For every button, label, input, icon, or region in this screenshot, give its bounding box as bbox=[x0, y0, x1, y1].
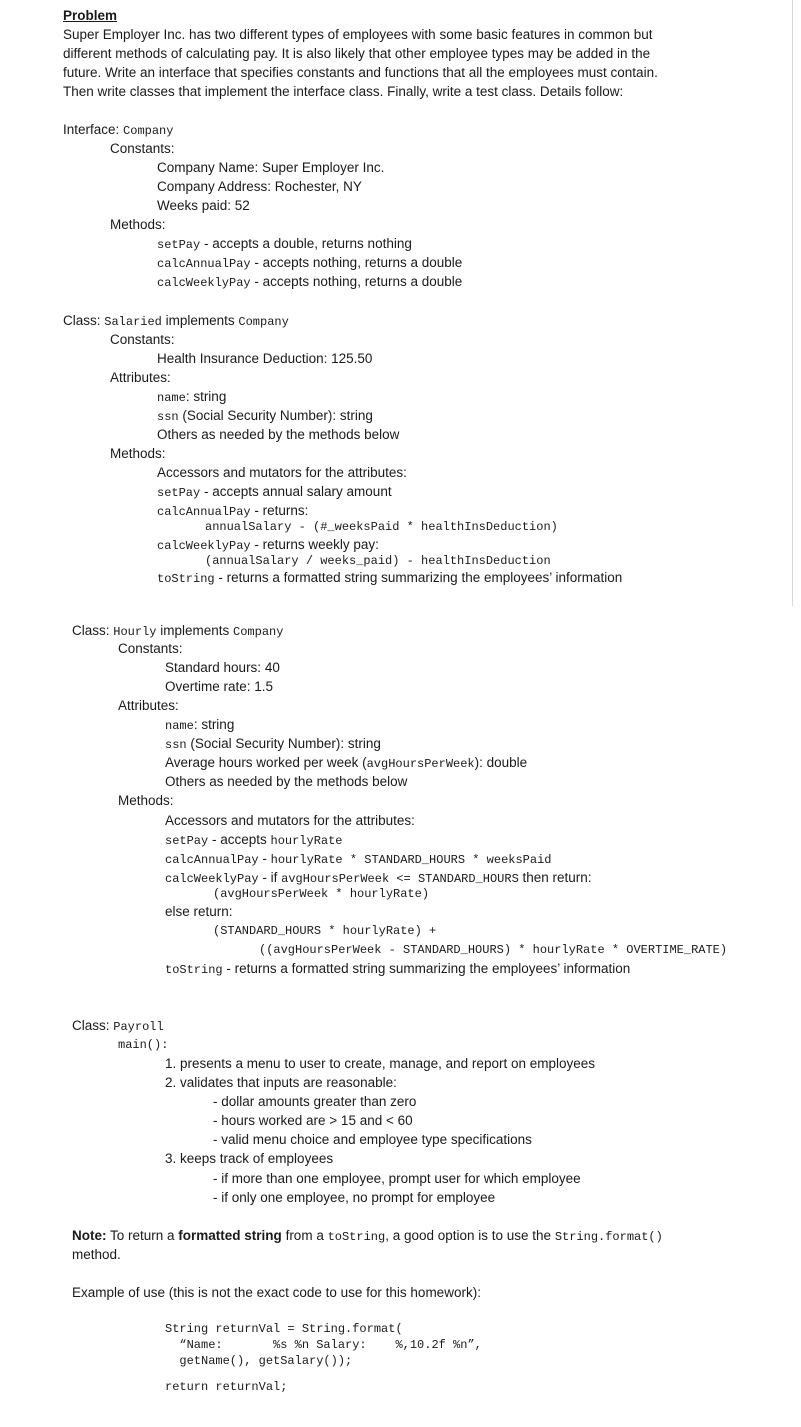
attribute-desc: Average hours worked per week ( bbox=[165, 755, 367, 770]
problem-heading: Problem bbox=[63, 8, 118, 23]
attribute-code: ssn bbox=[165, 738, 187, 752]
method-code: setPay bbox=[157, 238, 201, 252]
constants-label: Constants: bbox=[118, 641, 183, 656]
method-item bbox=[165, 960, 630, 979]
attribute-code: ssn bbox=[157, 410, 179, 424]
method-item bbox=[157, 483, 392, 502]
method-desc: - returns: bbox=[250, 503, 309, 518]
intro-line: different methods of calculating pay. It is also likely that other employee types may be added in the bbox=[63, 46, 651, 61]
list-item: - hours worked are > 15 and < 60 bbox=[213, 1113, 413, 1128]
salaried-heading bbox=[63, 312, 289, 331]
methods-label: Methods: bbox=[110, 217, 166, 232]
intro-line: Super Employer Inc. has two different types of employees with some basic features in common but bbox=[63, 27, 653, 42]
intro-line: future. Write an interface that specifies constants and functions that all the employees must contain. bbox=[63, 65, 658, 80]
constant-item: Health Insurance Deduction: 125.50 bbox=[157, 351, 373, 366]
method-item: else return: bbox=[165, 904, 233, 919]
constant-item: Standard hours: 40 bbox=[165, 660, 280, 675]
method-item bbox=[157, 235, 412, 254]
constant-item: Company Address: Rochester, NY bbox=[157, 179, 362, 194]
class-label: Class: bbox=[63, 313, 105, 328]
interface-name: Company bbox=[238, 315, 289, 329]
method-code: calcAnnualPay bbox=[165, 853, 259, 867]
method-item: Accessors and mutators for the attributes: bbox=[157, 465, 407, 480]
method-desc: - returns weekly pay: bbox=[250, 537, 379, 552]
interface-name: Company bbox=[123, 124, 174, 138]
method-code: setPay bbox=[165, 834, 209, 848]
method-item bbox=[157, 254, 462, 273]
interface-label: Interface: bbox=[63, 122, 124, 137]
hourly-heading bbox=[72, 622, 283, 641]
method-code: calcAnnualPay bbox=[157, 505, 251, 519]
method-desc: - accepts annual salary amount bbox=[200, 484, 392, 499]
method-desc: - if bbox=[258, 870, 282, 885]
constants-label: Constants: bbox=[110, 332, 175, 347]
constant-item: Weeks paid: 52 bbox=[157, 198, 250, 213]
method-code: hourlyRate bbox=[270, 834, 343, 848]
formula: annualSalary - (#_weeksPaid * healthInsDeduction) bbox=[205, 520, 558, 534]
code-line: return returnVal; bbox=[165, 1380, 288, 1394]
attribute-code: avgHoursPerWeek bbox=[366, 757, 475, 771]
attribute-desc: (Social Security Number): string bbox=[178, 408, 373, 423]
method-desc: then return: bbox=[518, 870, 592, 885]
example-intro: Example of use (this is not the exact code to use for this homework): bbox=[72, 1285, 481, 1300]
method-desc: - accepts nothing, returns a double bbox=[250, 274, 463, 289]
attribute-item: Others as needed by the methods below bbox=[165, 774, 408, 789]
attribute-desc: : string bbox=[185, 389, 227, 404]
attribute-item bbox=[165, 716, 234, 735]
formula: hourlyRate * STANDARD_HOURS * weeksPaid bbox=[270, 853, 552, 867]
note-code: String.format() bbox=[554, 1230, 663, 1244]
code-line: getName(), getSalary()); bbox=[165, 1354, 353, 1368]
constants-label: Constants: bbox=[110, 141, 175, 156]
note-label: Note: bbox=[72, 1228, 107, 1243]
attribute-item bbox=[157, 407, 373, 426]
attribute-desc: ): double bbox=[474, 755, 528, 770]
list-item: - dollar amounts greater than zero bbox=[213, 1094, 417, 1109]
list-item: - valid menu choice and employee type specifications bbox=[213, 1132, 532, 1147]
interface-name: Company bbox=[233, 625, 284, 639]
attribute-desc: (Social Security Number): string bbox=[186, 736, 381, 751]
attribute-code: name bbox=[157, 391, 186, 405]
method-item: Accessors and mutators for the attributes: bbox=[165, 813, 415, 828]
method-item bbox=[165, 850, 551, 869]
method-desc: - returns a formatted string summarizing the employees’ information bbox=[214, 570, 623, 585]
list-item: 3. keeps track of employees bbox=[165, 1151, 334, 1166]
method-desc: - accepts a double, returns nothing bbox=[200, 236, 412, 251]
attributes-label: Attributes: bbox=[110, 370, 171, 385]
method-code: calcWeeklyPay bbox=[165, 872, 259, 886]
note-text: from a bbox=[281, 1228, 328, 1243]
method-code: calcAnnualPay bbox=[157, 257, 251, 271]
code-line: “Name: %s %n Salary: %,10.2f %n”, bbox=[165, 1338, 482, 1352]
attribute-desc: : string bbox=[193, 717, 235, 732]
note-code: toString bbox=[327, 1230, 386, 1244]
intro-line: Then write classes that implement the interface class. Finally, write a test class. Details follow: bbox=[63, 84, 624, 99]
method-code: toString bbox=[165, 963, 223, 977]
attribute-code: name bbox=[165, 719, 194, 733]
method-item bbox=[157, 273, 462, 292]
code-line: String returnVal = String.format( bbox=[165, 1322, 403, 1336]
method-code: toString bbox=[157, 572, 215, 586]
interface-heading bbox=[63, 121, 173, 140]
method-code: calcWeeklyPay bbox=[157, 276, 251, 290]
list-item: 2. validates that inputs are reasonable: bbox=[165, 1075, 397, 1090]
attribute-item bbox=[157, 388, 226, 407]
method-code: setPay bbox=[157, 486, 201, 500]
method-desc: - accepts bbox=[208, 832, 271, 847]
class-name: Payroll bbox=[113, 1020, 164, 1034]
attribute-item bbox=[165, 754, 527, 773]
class-label: Class: bbox=[72, 623, 114, 638]
payroll-heading bbox=[72, 1017, 164, 1036]
method-item bbox=[165, 831, 343, 850]
list-item: 1. presents a menu to user to create, manage, and report on employees bbox=[165, 1056, 596, 1071]
note-text: , a good option is to use the bbox=[385, 1228, 555, 1243]
attribute-item: Others as needed by the methods below bbox=[157, 427, 400, 442]
note-line bbox=[72, 1227, 663, 1246]
list-item: - if only one employee, no prompt for employee bbox=[213, 1190, 496, 1205]
class-label: Class: bbox=[72, 1018, 114, 1033]
main-method: main(): bbox=[118, 1038, 169, 1052]
note-bold: formatted string bbox=[178, 1228, 282, 1243]
method-desc: - accepts nothing, returns a double bbox=[250, 255, 463, 270]
formula: (avgHoursPerWeek * hourlyRate) bbox=[213, 887, 430, 901]
page-edge-line bbox=[792, 0, 793, 606]
list-item: - if more than one employee, prompt user for which employee bbox=[213, 1171, 581, 1186]
formula: (annualSalary / weeks_paid) - healthInsDeduction bbox=[205, 554, 551, 568]
method-code: calcWeeklyPay bbox=[157, 539, 251, 553]
attribute-item bbox=[165, 735, 381, 754]
note-text: method. bbox=[72, 1247, 121, 1262]
constant-item: Overtime rate: 1.5 bbox=[165, 679, 274, 694]
method-desc: - bbox=[258, 851, 271, 866]
class-name: Hourly bbox=[113, 625, 157, 639]
class-name: Salaried bbox=[104, 315, 162, 329]
constant-item: Company Name: Super Employer Inc. bbox=[157, 160, 385, 175]
methods-label: Methods: bbox=[110, 446, 166, 461]
formula: (STANDARD_HOURS * hourlyRate) + bbox=[213, 924, 437, 938]
method-desc: - returns a formatted string summarizing the employees’ information bbox=[222, 961, 631, 976]
formula: avgHoursPerWeek <= STANDARD_HOURS bbox=[281, 872, 519, 886]
method-item bbox=[157, 569, 622, 588]
implements-text: implements bbox=[156, 623, 234, 638]
implements-text: implements bbox=[161, 313, 239, 328]
formula: ((avgHoursPerWeek - STANDARD_HOURS) * hourlyRate * OVERTIME_RATE) bbox=[259, 943, 728, 957]
note-text: To return a bbox=[106, 1228, 179, 1243]
methods-label: Methods: bbox=[118, 793, 174, 808]
attributes-label: Attributes: bbox=[118, 698, 179, 713]
